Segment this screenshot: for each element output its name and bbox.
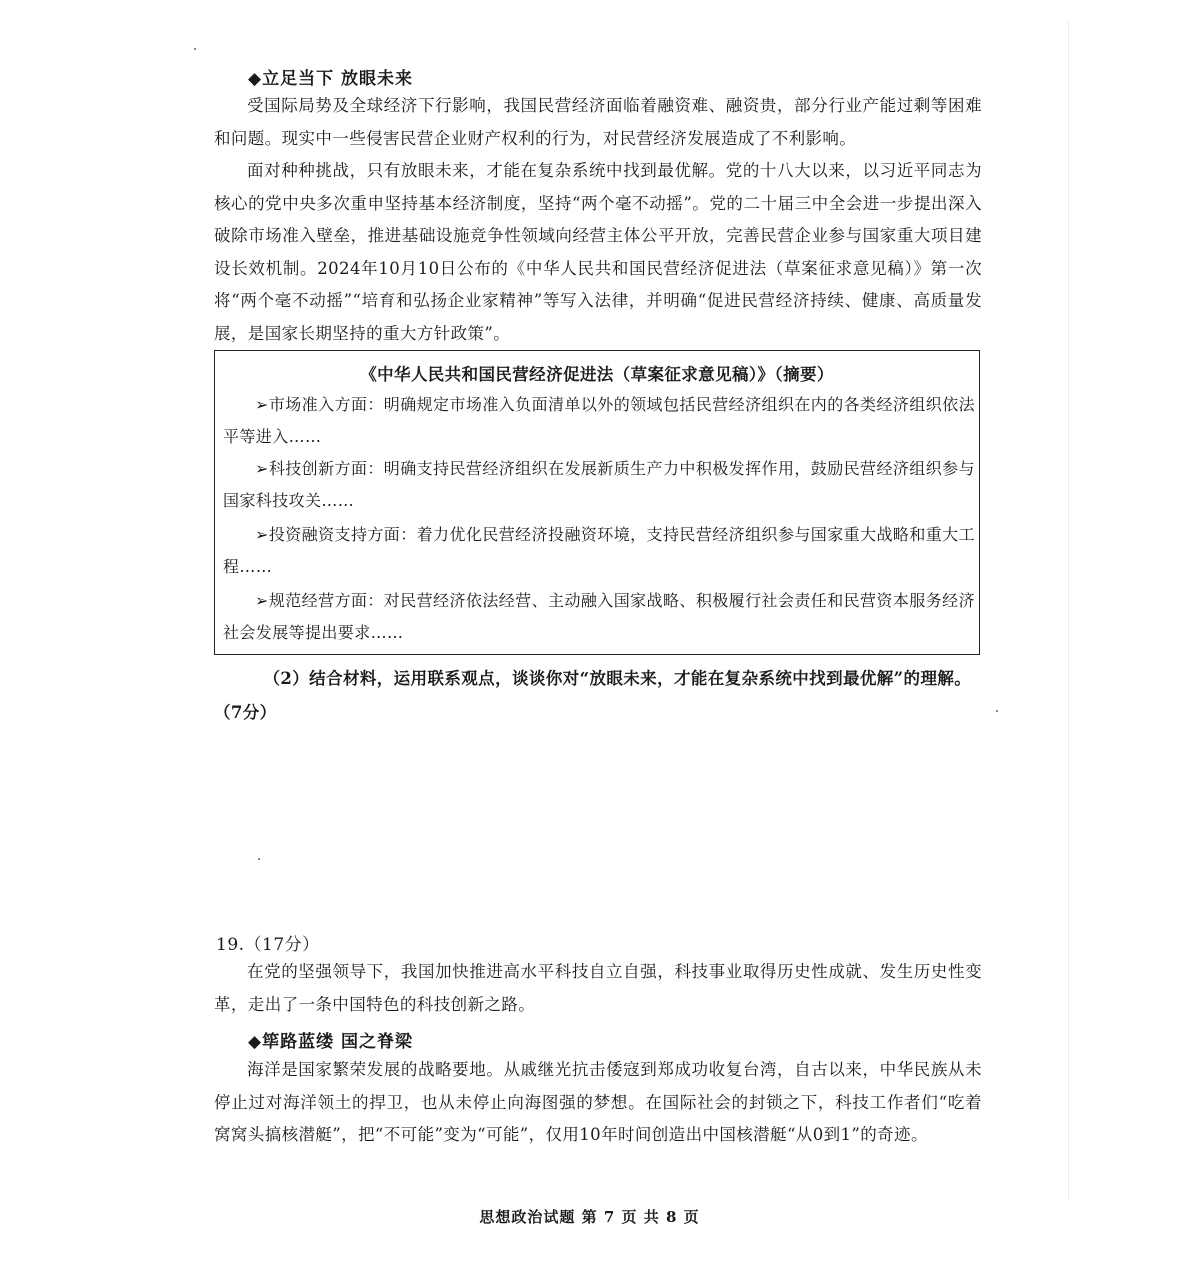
scan-speck [258,858,260,860]
excerpt-item-regulation: ➢规范经营方面：对民营经济依法经营、主动融入国家战略、积极履行社会责任和民营资本服务经济社会发展等提出要求…… [223,591,975,642]
paragraph-nuclear-submarine: 海洋是国家繁荣发展的战略要地。从戚继光抗击倭寇到郑成功收复台湾，自古以来，中华民族从未停止过对海洋领土的捍卫，也从未停止向海图强的梦想。在国际社会的封锁之下，科技工作者们“吃着窝窝头搞核潜艇”，把“不可能”变为“可能”，仅用10年时间创造出中国核潜艇“从0到1”的奇迹。 [214,1060,982,1144]
question-2: （2）结合材料，运用联系观点，谈谈你对“放眼未来，才能在复杂系统中找到最优解”的理解。（7分） [214,669,972,722]
paragraph-background: 受国际局势及全球经济下行影响，我国民营经济面临着融资难、融资贵，部分行业产能过剩等困难和问题。现实中一些侵害民营企业财产权利的行为，对民营经济发展造成了不利影响。 [214,96,982,148]
excerpt-item-financing: ➢投资融资支持方面：着力优化民营经济投融资环境，支持民营经济组织参与国家重大战略和重大工程…… [223,525,975,576]
excerpt-item-market-access: ➢市场准入方面：明确规定市场准入负面清单以外的领域包括民营经济组织在内的各类经济组织依法平等进入…… [223,395,975,446]
excerpt-item-tech-innovation: ➢科技创新方面：明确支持民营经济组织在发展新质生产力中积极发挥作用，鼓励民营经济组织参与国家科技攻关…… [223,459,975,510]
section-heading: ◆立足当下 放眼未来 [248,69,413,89]
page-footer: 思想政治试题 第 7 页 共 8 页 [479,1208,700,1226]
section-heading-19: ◆筚路蓝缕 国之脊梁 [248,1032,413,1052]
sheet-edge [1068,20,1069,1200]
scan-speck [194,48,196,50]
law-excerpt-box [214,350,980,655]
paragraph-policy: 面对种种挑战，只有放眼未来，才能在复杂系统中找到最优解。党的十八大以来，以习近平同志为核心的党中央多次重申坚持基本经济制度，坚持“两个毫不动摇”。党的二十届三中全会进一步提出深入破除市场准入壁垒，推进基础设施竞争性领域向经营主体公平开放，完善民营企业参与国家重大项目建设长效机制。2024年10月10日公布的《中华人民共和国民营经济促进法（草案征求意见稿）》第一次将“两个毫不动摇”“培育和弘扬企业家精神”等写入法律，并明确“促进民营经济持续、健康、高质量发展，是国家长期坚持的重大方针政策”。 [214,161,982,343]
question-19-number: 19.（17分） [216,935,320,955]
scan-speck [996,710,998,712]
question-19-intro: 在党的坚强领导下，我国加快推进高水平科技自立自强，科技事业取得历史性成就、发生历史性变革，走出了一条中国特色的科技创新之路。 [214,962,982,1014]
law-excerpt-title: 《中华人民共和国民营经济促进法（草案征求意见稿）》（摘要） [360,365,834,384]
